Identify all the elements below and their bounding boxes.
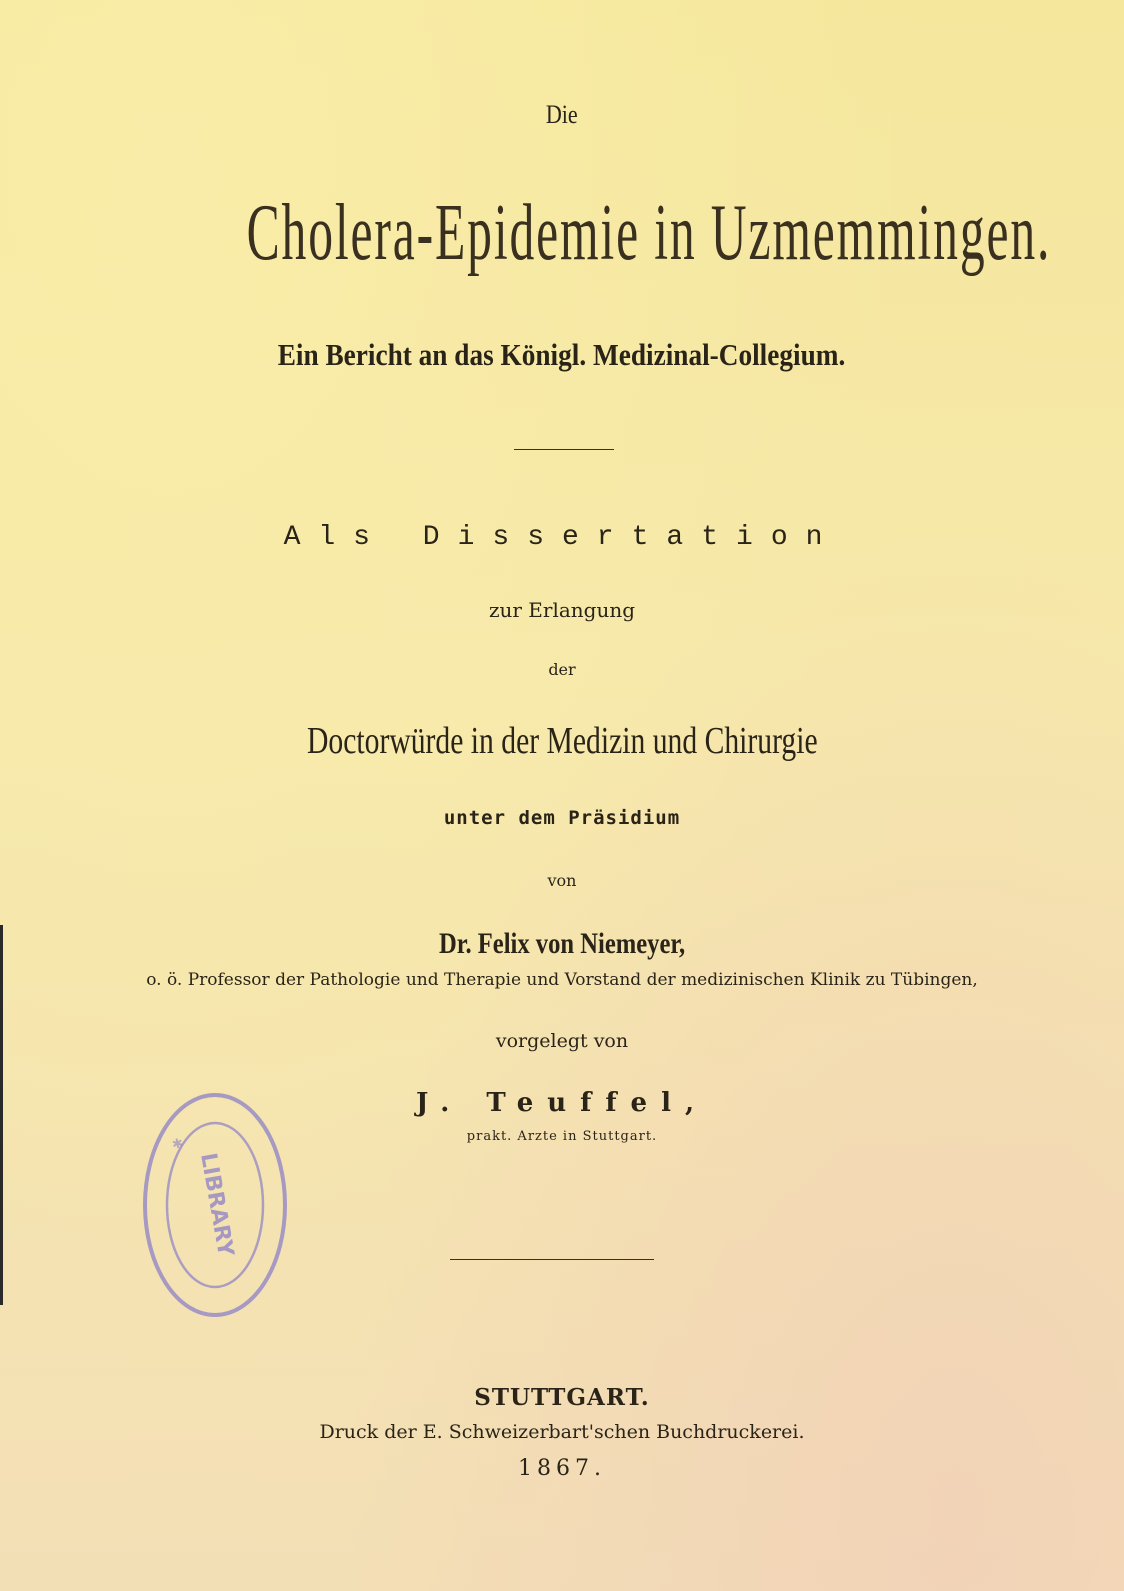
author-name: J. Teuffel,: [415, 1088, 709, 1118]
subtitle: Ein Bericht an das Königl. Medizinal-Collegium.: [278, 337, 846, 372]
divider-rule-bottom: [450, 1259, 654, 1260]
degree-line: Doctorwürde in der Medizin und Chirurgie: [306, 720, 818, 762]
divider-rule: [514, 449, 614, 450]
zur-erlangung-line: zur Erlangung: [488, 598, 636, 622]
svg-text:LIBRARY: LIBRARY: [195, 1151, 238, 1259]
presider-title: o. ö. Professor der Pathologie und Therapie und Vorstand der medizinischen Klinik zu Tübingen,: [146, 970, 978, 990]
vorgelegt-von-line: vorgelegt von: [495, 1030, 629, 1052]
imprint-place: STUTTGART.: [474, 1384, 650, 1411]
library-stamp-icon: [140, 1090, 290, 1320]
imprint-year: 1867.: [518, 1456, 606, 1481]
svg-text:✱: ✱: [169, 1135, 188, 1152]
pretitle: Die: [546, 100, 578, 129]
author-title: prakt. Arzte in Stuttgart.: [466, 1129, 658, 1144]
imprint-printer: Druck der E. Schweizerbart'schen Buchdruckerei.: [319, 1421, 805, 1443]
presider-name: Dr. Felix von Niemeyer,: [438, 927, 686, 960]
praesidium-line: unter dem Präsidium: [443, 807, 681, 829]
main-title: Cholera-Epidemie in Uzmemmingen.: [246, 189, 1052, 277]
der-line: der: [548, 660, 576, 679]
von-line: von: [547, 871, 577, 890]
dissertation-line: Als Dissertation: [283, 522, 841, 553]
